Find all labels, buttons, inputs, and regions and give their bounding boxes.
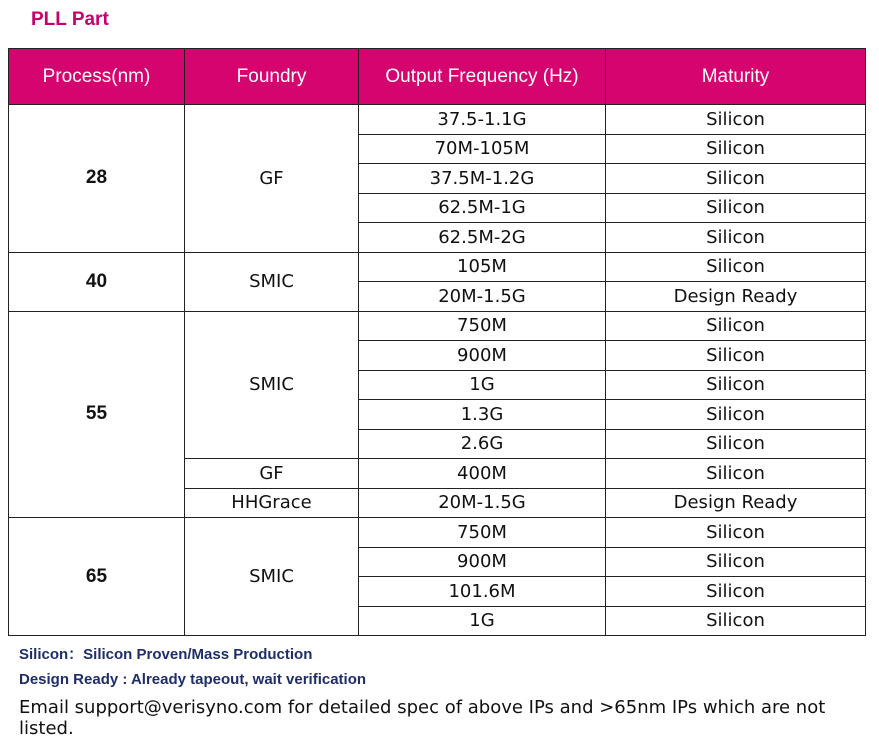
frequency-cell: 62.5M-2G [359,223,606,253]
frequency-cell: 1G [359,606,606,636]
foundry-cell: SMIC [185,311,359,459]
table-row [9,252,866,282]
silicon-note: Silicon：Silicon Proven/Mass Production [19,646,313,663]
maturity-cell: Silicon [606,459,866,489]
maturity-cell: Design Ready [606,488,866,518]
header-frequency: Output Frequency (Hz) [359,49,606,105]
process-cell: 28 [9,105,185,253]
frequency-cell: 20M-1.5G [359,282,606,312]
frequency-cell: 37.5M-1.2G [359,164,606,194]
frequency-cell: 70M-105M [359,134,606,164]
design-ready-note: Design Ready : Already tapeout, wait verification [19,671,367,688]
page-title: PLL Part [31,9,109,30]
maturity-cell: Silicon [606,105,866,135]
maturity-cell: Silicon [606,252,866,282]
process-cell: 55 [9,311,185,518]
maturity-cell: Silicon [606,606,866,636]
maturity-cell: Silicon [606,518,866,548]
frequency-cell: 37.5-1.1G [359,105,606,135]
frequency-cell: 1.3G [359,400,606,430]
foundry-cell: HHGrace [185,488,359,518]
maturity-cell: Silicon [606,311,866,341]
email-contact-note: Email support@verisyno.com for detailed spec of above IPs and >65nm IPs which are not listed. [19,697,826,739]
header-maturity: Maturity [606,49,866,105]
pll-table [8,48,866,636]
maturity-cell: Silicon [606,223,866,253]
table-row [9,105,866,135]
frequency-cell: 900M [359,547,606,577]
frequency-cell: 62.5M-1G [359,193,606,223]
frequency-cell: 2.6G [359,429,606,459]
foundry-cell: GF [185,459,359,489]
maturity-cell: Design Ready [606,282,866,312]
maturity-cell: Silicon [606,429,866,459]
maturity-cell: Silicon [606,134,866,164]
header-process: Process(nm) [9,49,185,105]
process-cell: 65 [9,518,185,636]
frequency-cell: 1G [359,370,606,400]
maturity-cell: Silicon [606,370,866,400]
maturity-cell: Silicon [606,341,866,371]
frequency-cell: 101.6M [359,577,606,607]
maturity-cell: Silicon [606,193,866,223]
maturity-cell: Silicon [606,164,866,194]
foundry-cell: SMIC [185,252,359,311]
table-header-row [9,49,866,105]
frequency-cell: 400M [359,459,606,489]
table-row [9,518,866,548]
frequency-cell: 105M [359,252,606,282]
frequency-cell: 900M [359,341,606,371]
maturity-cell: Silicon [606,400,866,430]
foundry-cell: SMIC [185,518,359,636]
frequency-cell: 750M [359,311,606,341]
header-foundry: Foundry [185,49,359,105]
process-cell: 40 [9,252,185,311]
table-body [9,105,866,636]
table-row [9,311,866,341]
maturity-cell: Silicon [606,577,866,607]
frequency-cell: 750M [359,518,606,548]
frequency-cell: 20M-1.5G [359,488,606,518]
maturity-cell: Silicon [606,547,866,577]
foundry-cell: GF [185,105,359,253]
